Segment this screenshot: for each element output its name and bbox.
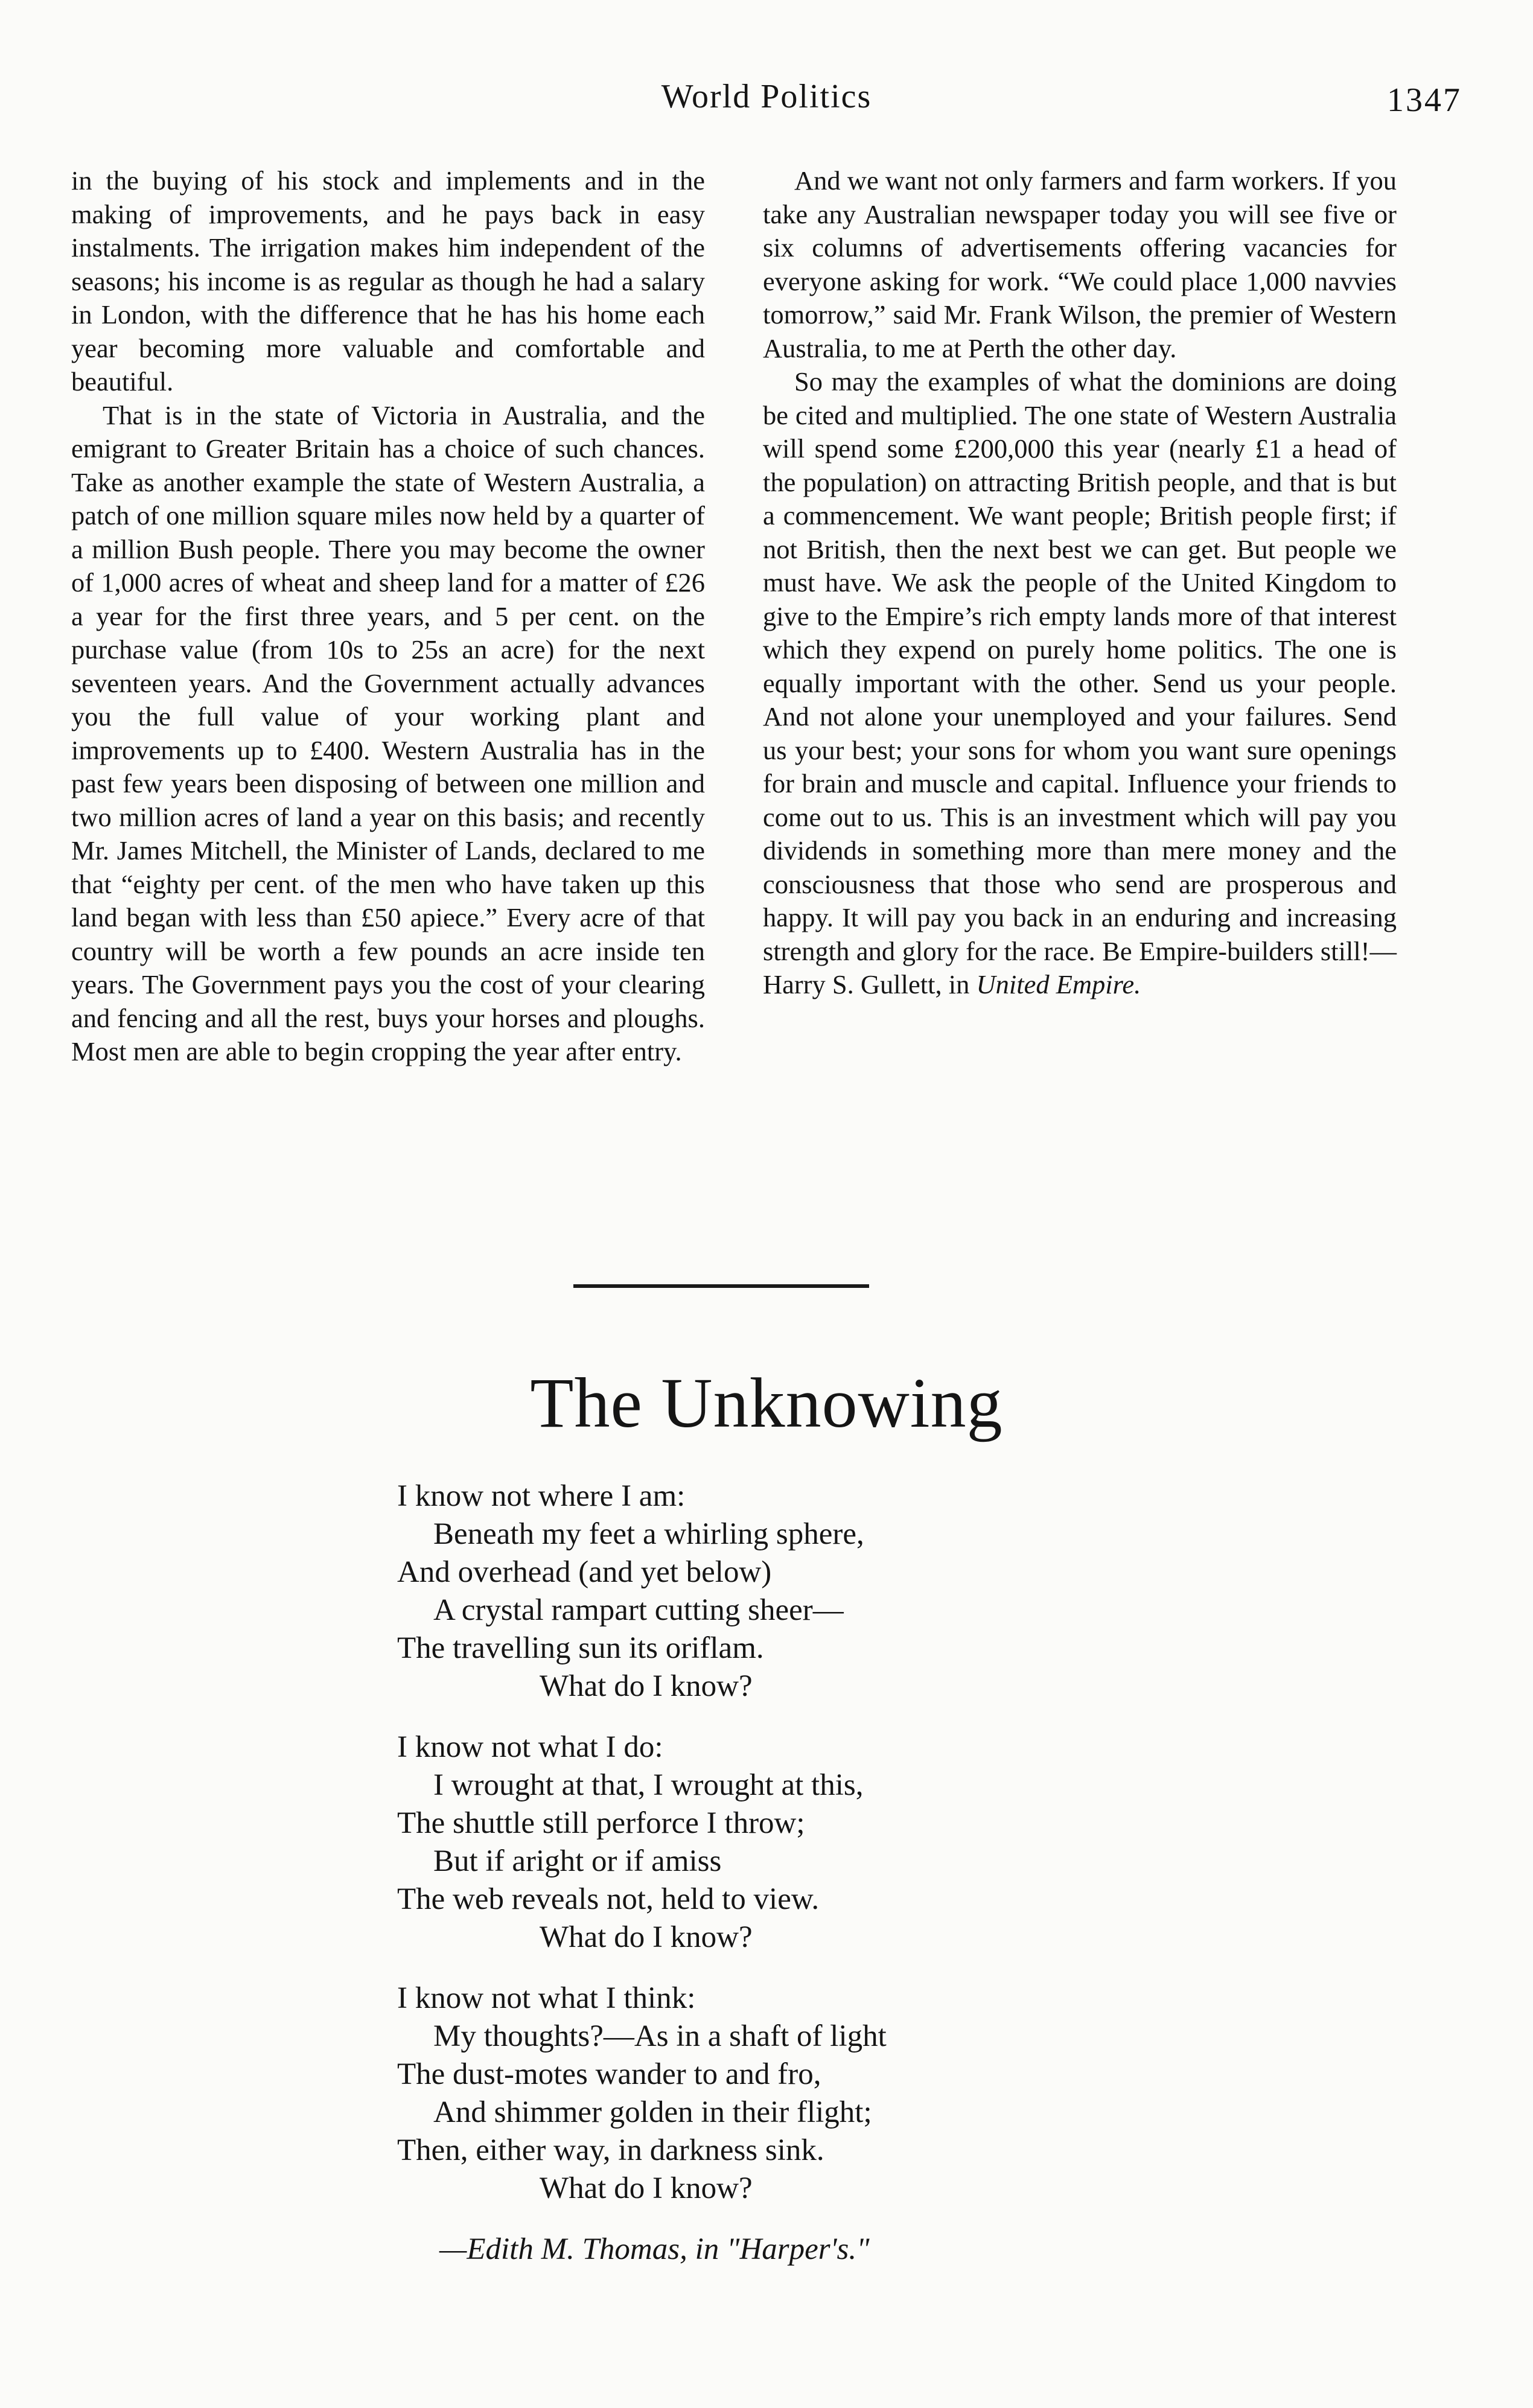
refrain-line: What do I know? bbox=[540, 2171, 753, 2205]
poem-line: The dust-motes wander to and fro, bbox=[397, 2057, 821, 2091]
poem-line: And overhead (and yet below) bbox=[397, 1555, 772, 1589]
stanza bbox=[397, 1980, 1182, 2208]
page-number: 1347 bbox=[1387, 81, 1462, 119]
poem bbox=[397, 1477, 1182, 2269]
poem-line: But if aright or if amiss bbox=[433, 1844, 722, 1878]
poem-line: I wrought at that, I wrought at this, bbox=[433, 1768, 864, 1802]
poem-line: A crystal rampart cutting sheer— bbox=[433, 1593, 844, 1627]
source-publication: United Empire. bbox=[976, 969, 1141, 999]
poem-line: I know not what I do: bbox=[397, 1730, 663, 1764]
refrain-line: What do I know? bbox=[540, 1669, 753, 1703]
paragraph: That is in the state of Victoria in Australia, and the emigrant to Greater Britain has a choice of such chances. Take as another example the state of Western Australia, a patch of one million square miles now held by a quarter of a million Bush people. There you may become the owner of 1,000 acres of wheat and sheep land for a matter of £26 a year for the first three years, and 5 per cent. on the purchase value (from 10s to 25s an acre) for the next seventeen years. And the Government actually advances you the full value of your working plant and improvements up to £400. Western Australia has in the past few years been disposing of between one million and two million acres of land a year on this basis; and recently Mr. James Mitchell, the Minister of Lands, declared to me that “eighty per cent. of the men who have taken up this land began with less than £50 apiece.” Every acre of that country will be worth a few pounds an acre inside ten years. The Government pays you the cost of your clearing and fencing and all the rest, buys your horses and ploughs. Most men are able to begin cropping the year after entry. bbox=[71, 400, 705, 1066]
poem-line: I know not where I am: bbox=[397, 1479, 686, 1513]
refrain-line: What do I know? bbox=[540, 1920, 753, 1954]
poem-line: My thoughts?—As in a shaft of light bbox=[433, 2019, 887, 2053]
poem-line: And shimmer golden in their flight; bbox=[433, 2095, 872, 2129]
running-head bbox=[0, 77, 1533, 126]
paragraph: in the buying of his stock and implements and in the making of improvements, and he pays back in easy instalments. The irrigation makes him independent of the seasons; his income is as regular as though he had a salary in London, with the difference that he has his home each year becoming more valuable and comfortable and beautiful. bbox=[71, 165, 705, 397]
poem-title: The Unknowing bbox=[530, 1363, 1003, 1442]
poem-attribution: —Edith M. Thomas, in "Harper's." bbox=[439, 2232, 870, 2266]
poem-line: The travelling sun its oriflam. bbox=[397, 1631, 764, 1665]
article-columns bbox=[71, 164, 1397, 1202]
section-divider bbox=[573, 1284, 869, 1288]
poem-line: Then, either way, in darkness sink. bbox=[397, 2133, 824, 2167]
poem-line: The web reveals not, held to view. bbox=[397, 1882, 820, 1916]
poem-line: The shuttle still perforce I throw; bbox=[397, 1806, 805, 1840]
left-column bbox=[71, 164, 705, 1202]
poem-line: Beneath my feet a whirling sphere, bbox=[433, 1517, 864, 1551]
paragraph-text: So may the examples of what the dominions are doing be cited and multiplied. The one state of Western Australia will spend some £200,000 this year (nearly £1 a head of the population) on attracting British people, and that is but a commencement. We want people; British people first; if not British, then the next best we can get. But people we must have. We ask the people of the United Kingdom to give to the Empire’s rich empty lands more of that interest which they expend on purely home politics. The one is equally important with the other. Send us your people. And not alone your unemployed and your failures. Send us your best; your sons for whom you want sure openings for brain and muscle and capital. Influence your friends to come out to us. This is an investment which will pay you dividends in something more than mere money and the consciousness that those who send are prosperous and happy. It will pay you back in an enduring and increasing strength and glory for the race. Be Empire-builders still!—Harry S. Gullett, in bbox=[763, 366, 1397, 999]
stanza bbox=[397, 1477, 1182, 1706]
stanza bbox=[397, 1728, 1182, 1957]
running-title: World Politics bbox=[661, 78, 872, 115]
right-column bbox=[763, 164, 1397, 1202]
paragraph bbox=[763, 365, 1397, 1002]
poem-line: I know not what I think: bbox=[397, 1981, 696, 2015]
paragraph: And we want not only farmers and farm workers. If you take any Australian newspaper today you will see five or six columns of advertisements offering vacancies for everyone asking for work. “We could place 1,000 navvies tomorrow,” said Mr. Frank Wilson, the premier of Western Australia, to me at Perth the other day. bbox=[763, 165, 1397, 363]
